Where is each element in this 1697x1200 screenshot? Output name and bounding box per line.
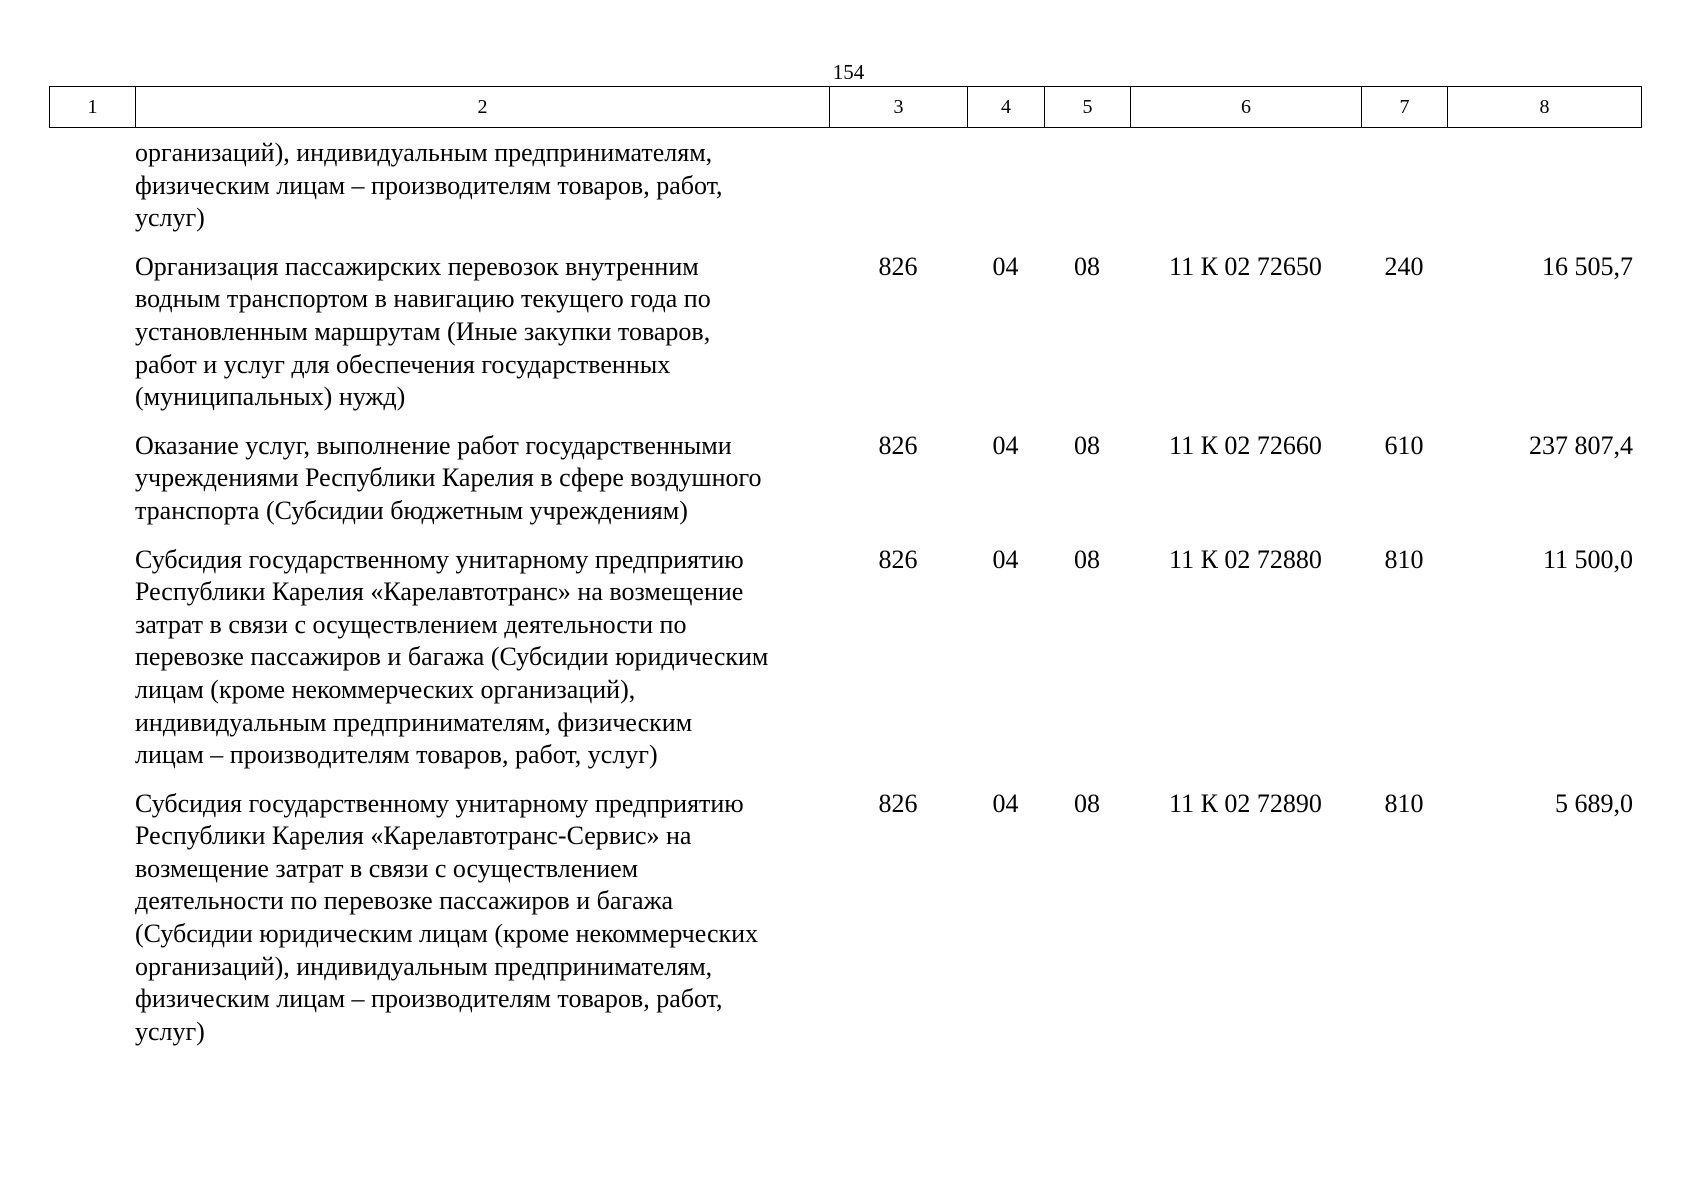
description-line: Республики Карелия «Карелавтотранс» на возмещение xyxy=(135,577,744,607)
razdel-cell: 04 xyxy=(992,788,1019,818)
header-col-4: 4 xyxy=(968,87,1045,128)
expense-type-cell: 810 xyxy=(1384,788,1424,818)
amount-cell: 16 505,7 xyxy=(1542,251,1633,281)
table-row xyxy=(49,251,1641,414)
header-col-7: 7 xyxy=(1362,87,1448,128)
description-line: транспорта (Субсидии бюджетным учреждениям) xyxy=(135,495,688,525)
glava-cell: 826 xyxy=(878,430,918,460)
expense-type-cell: 810 xyxy=(1384,544,1424,574)
table-row xyxy=(49,430,1641,528)
table-row xyxy=(49,544,1641,772)
description-line: лицам – производителям товаров, работ, услуг) xyxy=(135,740,658,770)
description-line: Оказание услуг, выполнение работ государственными xyxy=(135,430,732,460)
amount-cell: 11 500,0 xyxy=(1542,544,1633,574)
row-description xyxy=(135,544,829,772)
razdel-cell: 04 xyxy=(992,544,1019,574)
podrazdel-cell: 08 xyxy=(1074,788,1100,818)
expense-type-cell: 610 xyxy=(1384,430,1424,460)
description-line: индивидуальным предпринимателям, физическим xyxy=(135,707,693,737)
description-line: затрат в связи с осуществлением деятельности по xyxy=(135,609,687,639)
podrazdel-cell: 08 xyxy=(1074,544,1100,574)
description-line: установленным маршрутам (Иные закупки товаров, xyxy=(135,316,711,346)
description-line: физическим лицам – производителям товаров, работ, xyxy=(135,984,723,1014)
header-col-2: 2 xyxy=(136,87,830,128)
description-line: перевозке пассажиров и багажа (Субсидии юридическим xyxy=(135,642,769,672)
row-description xyxy=(135,137,829,235)
header-col-1: 1 xyxy=(50,87,136,128)
description-line: возмещение затрат в связи с осуществлением xyxy=(135,853,639,883)
header-col-5: 5 xyxy=(1045,87,1131,128)
description-line: Субсидия государственному унитарному предприятию xyxy=(135,544,744,574)
description-line: услуг) xyxy=(135,203,205,233)
podrazdel-cell: 08 xyxy=(1074,430,1100,460)
description-line: организаций), индивидуальным предпринимателям, xyxy=(135,951,713,981)
row-description xyxy=(135,788,829,1049)
amount-cell: 5 689,0 xyxy=(1555,788,1633,818)
glava-cell: 826 xyxy=(878,251,918,281)
target-article-cell: 11 К 02 72650 xyxy=(1169,251,1322,281)
row-description xyxy=(135,430,829,528)
table-row xyxy=(49,137,1641,235)
glava-cell: 826 xyxy=(878,788,918,818)
description-line: учреждениями Республики Карелия в сфере воздушного xyxy=(135,463,762,493)
budget-table-body xyxy=(49,137,1641,1048)
target-article-cell: 11 К 02 72890 xyxy=(1169,788,1322,818)
description-line: лицам (кроме некоммерческих организаций), xyxy=(135,674,636,704)
target-article-cell: 11 К 02 72880 xyxy=(1169,544,1322,574)
description-line: работ и услуг для обеспечения государственных xyxy=(135,349,671,379)
column-number-header xyxy=(49,86,1642,128)
razdel-cell: 04 xyxy=(992,251,1019,281)
description-line: организаций), индивидуальным предпринимателям, xyxy=(135,138,713,167)
description-line: Субсидия государственному унитарному предприятию xyxy=(135,788,744,818)
description-line: (Субсидии юридическим лицам (кроме некоммерческих xyxy=(135,919,759,949)
description-line: Организация пассажирских перевозок внутренним xyxy=(135,251,699,281)
description-line: услуг) xyxy=(135,1016,205,1046)
expense-type-cell: 240 xyxy=(1384,251,1424,281)
target-article-cell: 11 К 02 72660 xyxy=(1169,430,1322,460)
row-description xyxy=(135,251,829,414)
description-line: (муниципальных) нужд) xyxy=(135,382,406,412)
description-line: физическим лицам – производителям товаров, работ, xyxy=(135,170,723,200)
header-col-6: 6 xyxy=(1131,87,1362,128)
page-number: 154 xyxy=(832,60,865,84)
description-line: водным транспортом в навигацию текущего года по xyxy=(135,284,711,314)
description-line: Республики Карелия «Карелавтотранс-Сервис» на xyxy=(135,821,692,851)
header-col-3: 3 xyxy=(830,87,968,128)
header-col-8: 8 xyxy=(1448,87,1642,128)
glava-cell: 826 xyxy=(878,544,918,574)
table-row xyxy=(49,788,1641,1049)
podrazdel-cell: 08 xyxy=(1074,251,1100,281)
razdel-cell: 04 xyxy=(992,430,1019,460)
description-line: деятельности по перевозке пассажиров и багажа xyxy=(135,886,674,916)
amount-cell: 237 807,4 xyxy=(1529,430,1633,460)
